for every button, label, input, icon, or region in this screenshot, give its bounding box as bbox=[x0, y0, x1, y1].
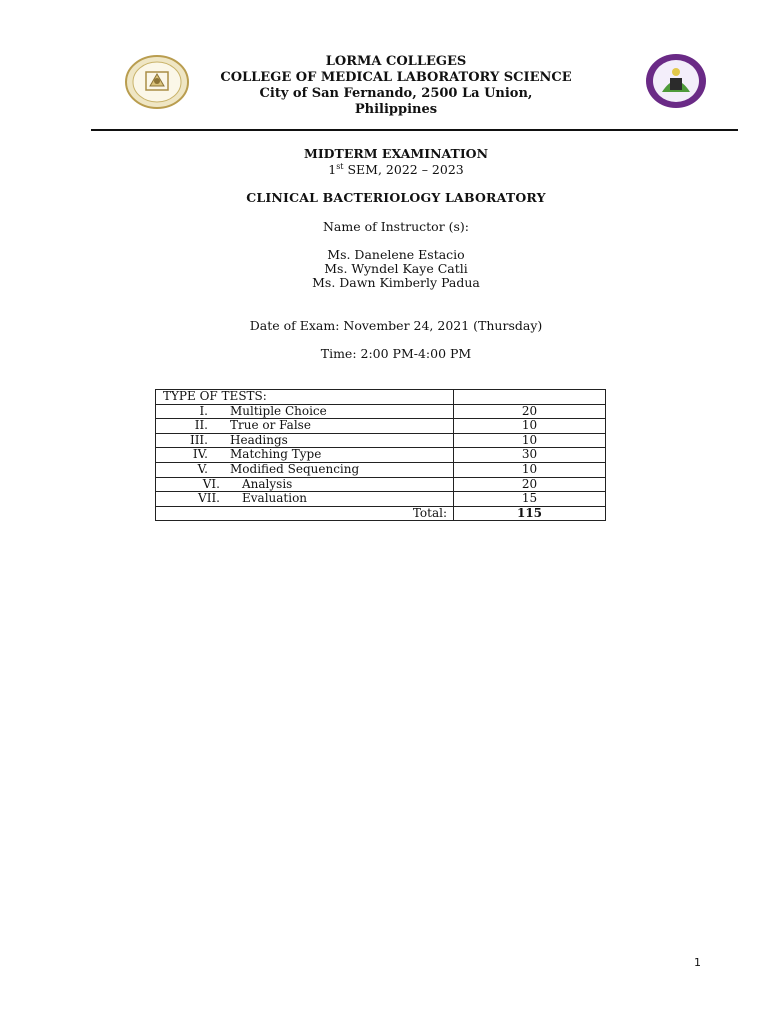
medical-laboratory-science-seal-icon bbox=[644, 52, 708, 110]
instructor-label: Name of Instructor (s): bbox=[322, 219, 470, 234]
test-type: True or False bbox=[230, 418, 311, 433]
table-row bbox=[156, 492, 606, 507]
table-row bbox=[156, 419, 606, 434]
instructor-name: Ms. Danelene Estacio bbox=[327, 247, 465, 262]
test-number: II. bbox=[194, 418, 208, 433]
instructor-name: Ms. Dawn Kimberly Padua bbox=[312, 275, 480, 290]
test-points: 30 bbox=[454, 448, 606, 463]
test-number: VII. bbox=[198, 491, 220, 506]
institution-header bbox=[200, 54, 592, 118]
header-divider bbox=[91, 129, 738, 131]
exam-date: Date of Exam: November 24, 2021 (Thursday) bbox=[249, 318, 543, 333]
semester-ordinal: st bbox=[336, 161, 344, 171]
test-number: III. bbox=[189, 432, 208, 447]
address-line: City of San Fernando, 2500 La Union, bbox=[259, 86, 533, 101]
college-name: COLLEGE OF MEDICAL LABORATORY SCIENCE bbox=[220, 70, 572, 85]
course-title: CLINICAL BACTERIOLOGY LABORATORY bbox=[246, 190, 546, 205]
lorma-colleges-seal-icon bbox=[124, 54, 190, 110]
table-header bbox=[156, 390, 454, 405]
table-row bbox=[156, 477, 606, 492]
total-label: Total: bbox=[156, 506, 454, 521]
semester-number: 1 bbox=[328, 162, 337, 177]
test-type: Multiple Choice bbox=[230, 403, 327, 418]
table-header-blank bbox=[454, 390, 606, 405]
exam-title: MIDTERM EXAMINATION bbox=[304, 146, 488, 161]
table-row bbox=[156, 404, 606, 419]
table-row bbox=[156, 433, 606, 448]
test-type: Matching Type bbox=[230, 447, 322, 462]
test-number: IV. bbox=[192, 447, 208, 462]
test-type: Headings bbox=[230, 432, 288, 447]
test-points: 15 bbox=[454, 492, 606, 507]
semester-line bbox=[0, 162, 768, 177]
institution-name: LORMA COLLEGES bbox=[325, 54, 467, 69]
exam-time: Time: 2:00 PM-4:00 PM bbox=[320, 346, 472, 361]
table-header-row bbox=[156, 390, 606, 405]
test-points: 10 bbox=[454, 433, 606, 448]
table-header-label: TYPE OF TESTS: bbox=[163, 389, 267, 403]
table-row bbox=[156, 448, 606, 463]
table-total-row bbox=[156, 506, 606, 521]
test-number: VI. bbox=[202, 476, 220, 491]
country-line: Philippines bbox=[354, 102, 438, 117]
table-row bbox=[156, 462, 606, 477]
test-points: 20 bbox=[454, 477, 606, 492]
page-number: 1 bbox=[694, 956, 701, 969]
test-points: 10 bbox=[454, 462, 606, 477]
test-number: I. bbox=[199, 403, 208, 418]
tests-table bbox=[155, 389, 606, 521]
test-type: Evaluation bbox=[242, 491, 308, 506]
test-type: Analysis bbox=[242, 476, 293, 491]
test-number: V. bbox=[197, 461, 208, 476]
test-points: 10 bbox=[454, 419, 606, 434]
semester-text: SEM, 2022 – 2023 bbox=[343, 162, 464, 177]
test-points: 20 bbox=[454, 404, 606, 419]
total-value: 115 bbox=[454, 506, 606, 521]
instructor-name: Ms. Wyndel Kaye Catli bbox=[324, 261, 468, 276]
test-type: Modified Sequencing bbox=[230, 461, 360, 476]
